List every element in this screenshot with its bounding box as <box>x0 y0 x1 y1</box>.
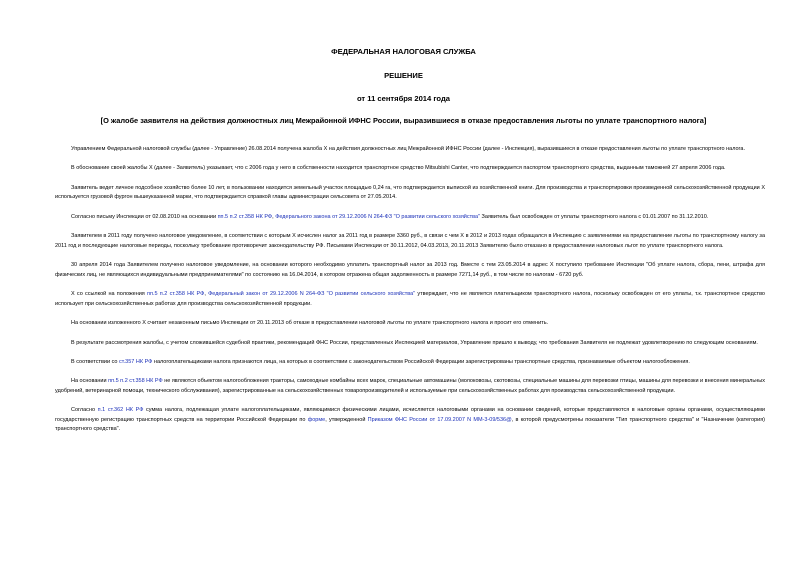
link-federal-law-264[interactable]: Федерального закона от 29.12.2006 N 264-ФЗ "О развитии сельского хозяйства" <box>275 213 481 220</box>
agency-title: ФЕДЕРАЛЬНАЯ НАЛОГОВАЯ СЛУЖБА <box>331 47 476 56</box>
link-p1-st362[interactable]: п.1 ст.362 НК РФ <box>97 407 144 414</box>
link-federal-law-264[interactable]: Федеральный закон от 29.12.2006 N 264-ФЗ "О развитии сельского хозяйства" <box>208 291 416 298</box>
paragraph-12-text-b: сумма налога, подлежащая уплате налогоплательщиками, являющимися физическими лицами, исчисляется налоговыми органами на основании сведений, которые представляются в налоговые органы органами, осуществляющими государственную регистрацию транспортных средств на территории Российской Федерации по <box>55 407 766 423</box>
paragraph-4-text-a: Согласно письму Инспекции от 02.08.2010 на основании <box>71 213 218 220</box>
paragraph-11-text-a: На основании <box>71 378 109 385</box>
link-pp5-p2-st358[interactable]: пп.5 п.2 ст.358 НК РФ <box>217 213 273 220</box>
paragraph-10-text-a: В соответствии со <box>71 358 119 365</box>
paragraph-7-text-c: утверждает, что не является плательщиком транспортного налога, поскольку освобожден от его уплаты, т.к. транспортное средство использует при сельскохозяйственных работах для производства сельскохозяйственной продукции. <box>55 291 765 307</box>
paragraph-12-text-c: , утвержденной <box>325 416 368 423</box>
document-date: от 11 сентября 2014 года <box>356 94 450 103</box>
paragraph-12-text-d: , в которой предусмотрены показатели "Тип транспортного средства" и "Назначение (категория) транспортного средства". <box>55 416 766 433</box>
link-form[interactable]: форме <box>307 416 326 423</box>
document-type: РЕШЕНИЕ <box>384 71 423 80</box>
paragraph-7-text-b: , <box>204 291 209 298</box>
document-body <box>55 145 765 445</box>
link-pp5-p2-st358[interactable]: пп.5 п.2 ст.358 НК РФ <box>147 291 205 298</box>
paragraph-1: Управлением Федеральной налоговой службы (далее - Управление) 26.08.2014 получена жалоба Х на действия должностных лиц Межрайонной ИФНС России (далее - Инспекция), выразившиеся в отказе предоставления льготы по уплате транспортного налога. <box>71 146 745 152</box>
paragraph-12 <box>55 406 765 435</box>
paragraph-3: Заявитель ведет личное подсобное хозяйство более 10 лет, в пользовании находится земельный участок площадью 0,24 га, что подтверждается выпиской из хозяйственной книги. Для производства и транспортировки произведенной сельскохозяйственной продукции Х используется грузовой фургон вышеуказанной марки, что подтверждается справкой главы администрации сельсовета от 27.05.2014. <box>55 184 765 201</box>
paragraph-5: Заявителем в 2011 году получено налоговое уведомление, в соответствии с которым Х исчислен налог за 2011 год в размере 3360 руб., в связи с чем Х в 2012 и 2013 годах обращался в Инспекцию с заявлениями на предоставление льготы по транспортному налогу за 2011 год и последующие налоговые периоды, поскольку требование противоречит законодательству РФ. Письмами Инспекции от 30.11.2012, 04.03.2013, 20.11.2013 Заявителю было отказано в предоставлении налоговых льгот по уплате транспортного налога. <box>55 233 765 249</box>
paragraph-2: В обоснование своей жалобы Х (далее - Заявитель) указывает, что с 2006 года у него в собственности находится транспортное средство Mitsubishi Canter, что подтверждается паспортом транспортного средства, выданным таможней 27 апреля 2006 года. <box>71 165 726 172</box>
paragraph-7-text-a: Х со ссылкой на положения <box>71 291 148 298</box>
paragraph-11-text-b: не являются объектом налогообложения тракторы, самоходные комбайны всех марок, специальные автомашины (молоковозы, скотовозы, специальные машины для перевозки птицы, машины для перевозки и внесения минеральных удобрений, ветеринарной помощи, технического обслуживания), зарегистрированные на сельскохозяйственных товаропроизводителей и используемые при сельскохозяйственных работах для производства сельскохозяйственной продукции. <box>55 378 765 394</box>
link-order-fns[interactable]: Приказом ФНС России от 17.09.2007 N ММ-3-09/536@ <box>367 416 512 423</box>
paragraph-4-text-c: Заявитель был освобожден от уплаты транспортного налога с 01.01.2007 по 31.12.2010. <box>480 213 709 220</box>
paragraph-12-text-a: Согласно <box>71 407 98 414</box>
link-pp5-p2-st358[interactable]: пп.5 п.2 ст.358 НК РФ <box>108 378 163 385</box>
paragraph-10-text-b: налогоплательщиками налога признаются лица, на которых в соответствии с законодательством Российской Федерации зарегистрированы транспортные средства, признаваемые объектом налогообложения. <box>152 358 690 365</box>
paragraph-6: 30 апреля 2014 года Заявителем получено налоговое уведомление, на основании которого необходимо уплатить транспортный налог за 2013 год. Вместе с тем 23.05.2014 в адрес Х поступило требование Инспекции "Об уплате налога, сбора, пени, штрафа для физических лиц, не являющихся индивидуальными предпринимателями" по состоянию на 16.04.2014, в котором отражена общая задолженность в размере 7271,14 руб., в том числе по налогам - 6720 руб. <box>55 262 765 278</box>
link-st357[interactable]: ст.357 НК РФ <box>118 358 153 365</box>
paragraph-4 <box>55 213 765 223</box>
paragraph-4-text-b: , <box>272 213 276 220</box>
paragraph-10 <box>55 358 765 368</box>
paragraph-7 <box>55 290 765 309</box>
paragraph-11 <box>55 377 765 396</box>
paragraph-8: На основании изложенного Х считает незаконным письмо Инспекции от 20.11.2013 об отказе в предоставлении налоговой льготы по уплате транспортного налога и просит его отменить. <box>71 320 549 327</box>
document-subject: [О жалобе заявителя на действия должностных лиц Межрайонной ИФНС России, выразившиеся в отказе предоставления льготы по уплате транспортного налога] <box>100 116 707 125</box>
paragraph-9: В результате рассмотрения жалобы, с учетом сложившейся судебной практики, рекомендаций ФНС России, представленных Инспекцией материалов, Управление пришло к выводу, что требования Заявителя не подлежат удовлетворению по следующим основаниям. <box>71 339 758 346</box>
